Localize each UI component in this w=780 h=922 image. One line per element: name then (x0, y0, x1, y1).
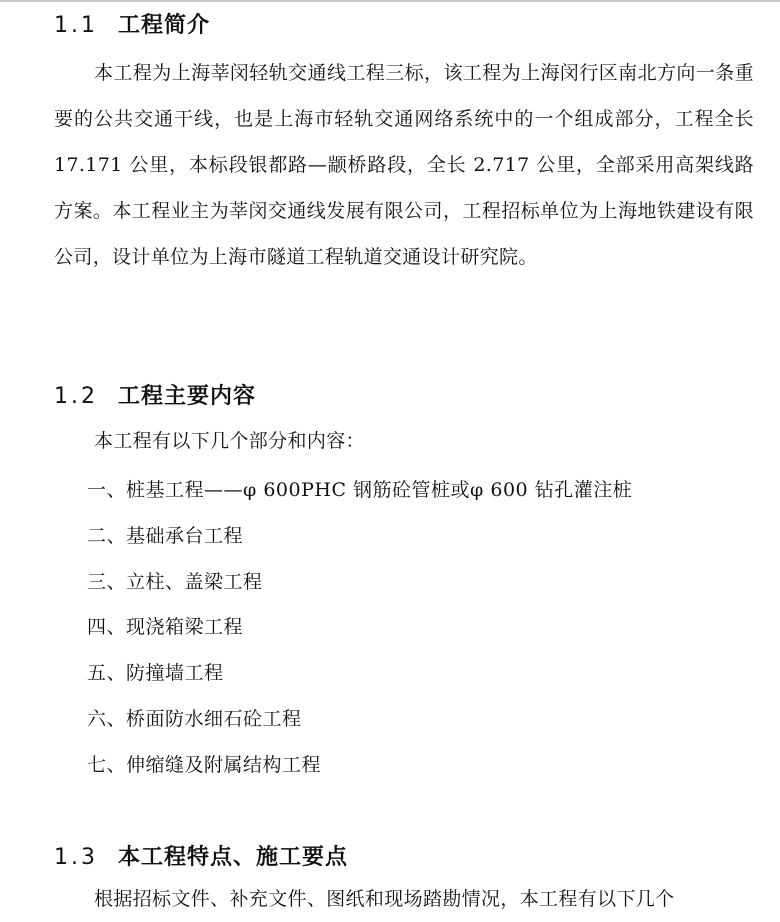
list-item: 二、基础承台工程 (87, 525, 244, 547)
list-item: 三、立柱、盖梁工程 (87, 571, 263, 593)
section-number: 1.2 (54, 384, 98, 409)
section-title: 工程简介 (118, 13, 211, 38)
section-1-2-intro: 本工程有以下几个部分和内容： (94, 430, 365, 452)
list-item: 七、伸缩缝及附属结构工程 (87, 754, 322, 776)
section-1-1-paragraph: 本工程为上海莘闵轻轨交通线工程三标，该工程为上海闵行区南北方向一条重要的公共交通干线，也是上海市轻轨交通网络系统中的一个组成部分，工程全长 17.171 公里，本标段银都路—颛桥路段，全长 2.717 公里，全部采用高架线路方案。本工程业主为莘闵交通线发展有限公司，工程招标单位为上海地铁建设有限公司，设计单位为上海市隧道工程轨道交通设计研究院。 (54, 62, 754, 268)
section-title: 工程主要内容 (118, 384, 257, 409)
section-title: 本工程特点、施工要点 (118, 845, 349, 870)
section-1-3-paragraph: 根据招标文件、补充文件、图纸和现场踏勘情况，本工程有以下几个 (94, 888, 675, 910)
section-heading-1-1 (54, 8, 210, 39)
section-number: 1.1 (54, 13, 98, 38)
list-item: 一、桩基工程——φ 600PHC 钢筋砼管桩或φ 600 钻孔灌注桩 (87, 479, 633, 501)
top-divider (0, 0, 780, 2)
list-item: 六、桥面防水细石砼工程 (87, 708, 302, 730)
section-heading-1-3 (54, 840, 348, 871)
list-item: 四、现浇箱梁工程 (87, 616, 244, 638)
list-item: 五、防撞墙工程 (87, 662, 224, 684)
section-number: 1.3 (54, 845, 98, 870)
section-heading-1-2 (54, 379, 256, 410)
